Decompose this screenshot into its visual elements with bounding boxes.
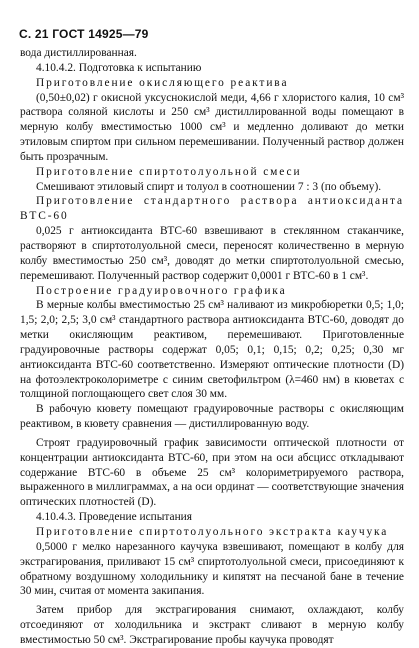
paragraph: 4.10.4.3. Проведение испытания [36,511,192,524]
section-heading: Приготовление стандартного раствора антиоксиданта ВТС-60 [20,195,404,223]
paragraph: Затем прибор для экстрагирования снимают, охлаждают, колбу отсоединяют от холодильника и экстракт сливают в мерную колбу вместимостью 50 см³. Экстрагирование пробы каучука проводят [20,604,404,646]
document-body [20,46,404,648]
paragraph: В рабочую кювету помещают градуировочные растворы с окисляющим реактивом, в кювету сравнения — дистиллированную воду. [20,403,404,431]
paragraph: Строят градуировочный график зависимости оптической плотности от концентрации антиоксиданта ВТС-60, при этом на оси абсцисс откладывают содержание ВТС-60 в объеме 25 см³ колориметрируемого раствора, выраженного в миллиграммах, а на оси ординат — соответствующие значения оптических плотностей (D). [20,436,404,509]
paragraph: 0,025 г антиоксиданта ВТС-60 взвешивают в стеклянном стаканчике, растворяют в спиртотолуольной смеси, переносят количественно в мерную колбу вместимостью 250 см³, доводят до метки спиртотолуольной смесью, перемешивают. Полученный раствор содержит 0,0001 г ВТС-60 в 1 см³. [20,225,404,282]
paragraph: 0,5000 г мелко нарезанного каучука взвешивают, помещают в колбу для экстрагирования, приливают 15 см³ спиртотолуольной смеси, присоединяют к обратному воздушному холодильнику и кипятят на песчаной бане в течение 30 мин, считая от момента закипания. [20,540,404,598]
section-heading: Построение градуировочного графика [36,284,287,297]
page-header: С. 21 ГОСТ 14925—79 [19,27,149,41]
section-heading: Приготовление окисляющего реактива [36,76,289,89]
paragraph: В мерные колбы вместимостью 25 см³ наливают из микробюретки 0,5; 1,0; 1,5; 2,0; 2,5; 3,0 см³ стандартного раствора антиоксиданта ВТС-60, доводят до метки окисляющим реактивом, перемешивают. Приготовленные градуировочные растворы содержат 0,05; 0,1; 0,15; 0,2; 0,25; 0,30 мг антиоксиданта ВТС-60 соответственно. Измеряют оптические плотности (D) на фотоэлектроколориметре с синим светофильтром (λ=460 нм) в кюветах с толщиной поглощающего свет слоя 30 мм. [20,299,404,401]
section-heading: Приготовление спиртотолуольного экстракта каучука [36,526,389,538]
paragraph: (0,50±0,02) г окисной уксуснокислой меди, 4,66 г хлористого калия, 10 см³ раствора соляной кислоты и 250 см³ дистиллированной воды помещают в мерную колбу вместимостью 1000 см³ и медленно доливают до метки этиловым спиртом при сильном перемешивании. Полученный раствор должен быть прозрачным. [20,91,404,163]
paragraph: вода дистиллированная. [20,47,137,59]
paragraph: 4.10.4.2. Подготовка к испытанию [36,61,202,74]
paragraph: Смешивают этиловый спирт и толуол в соотношении 7 : 3 (по объему). [36,180,382,193]
section-heading: Приготовление спиртотолуольной смеси [36,165,302,178]
